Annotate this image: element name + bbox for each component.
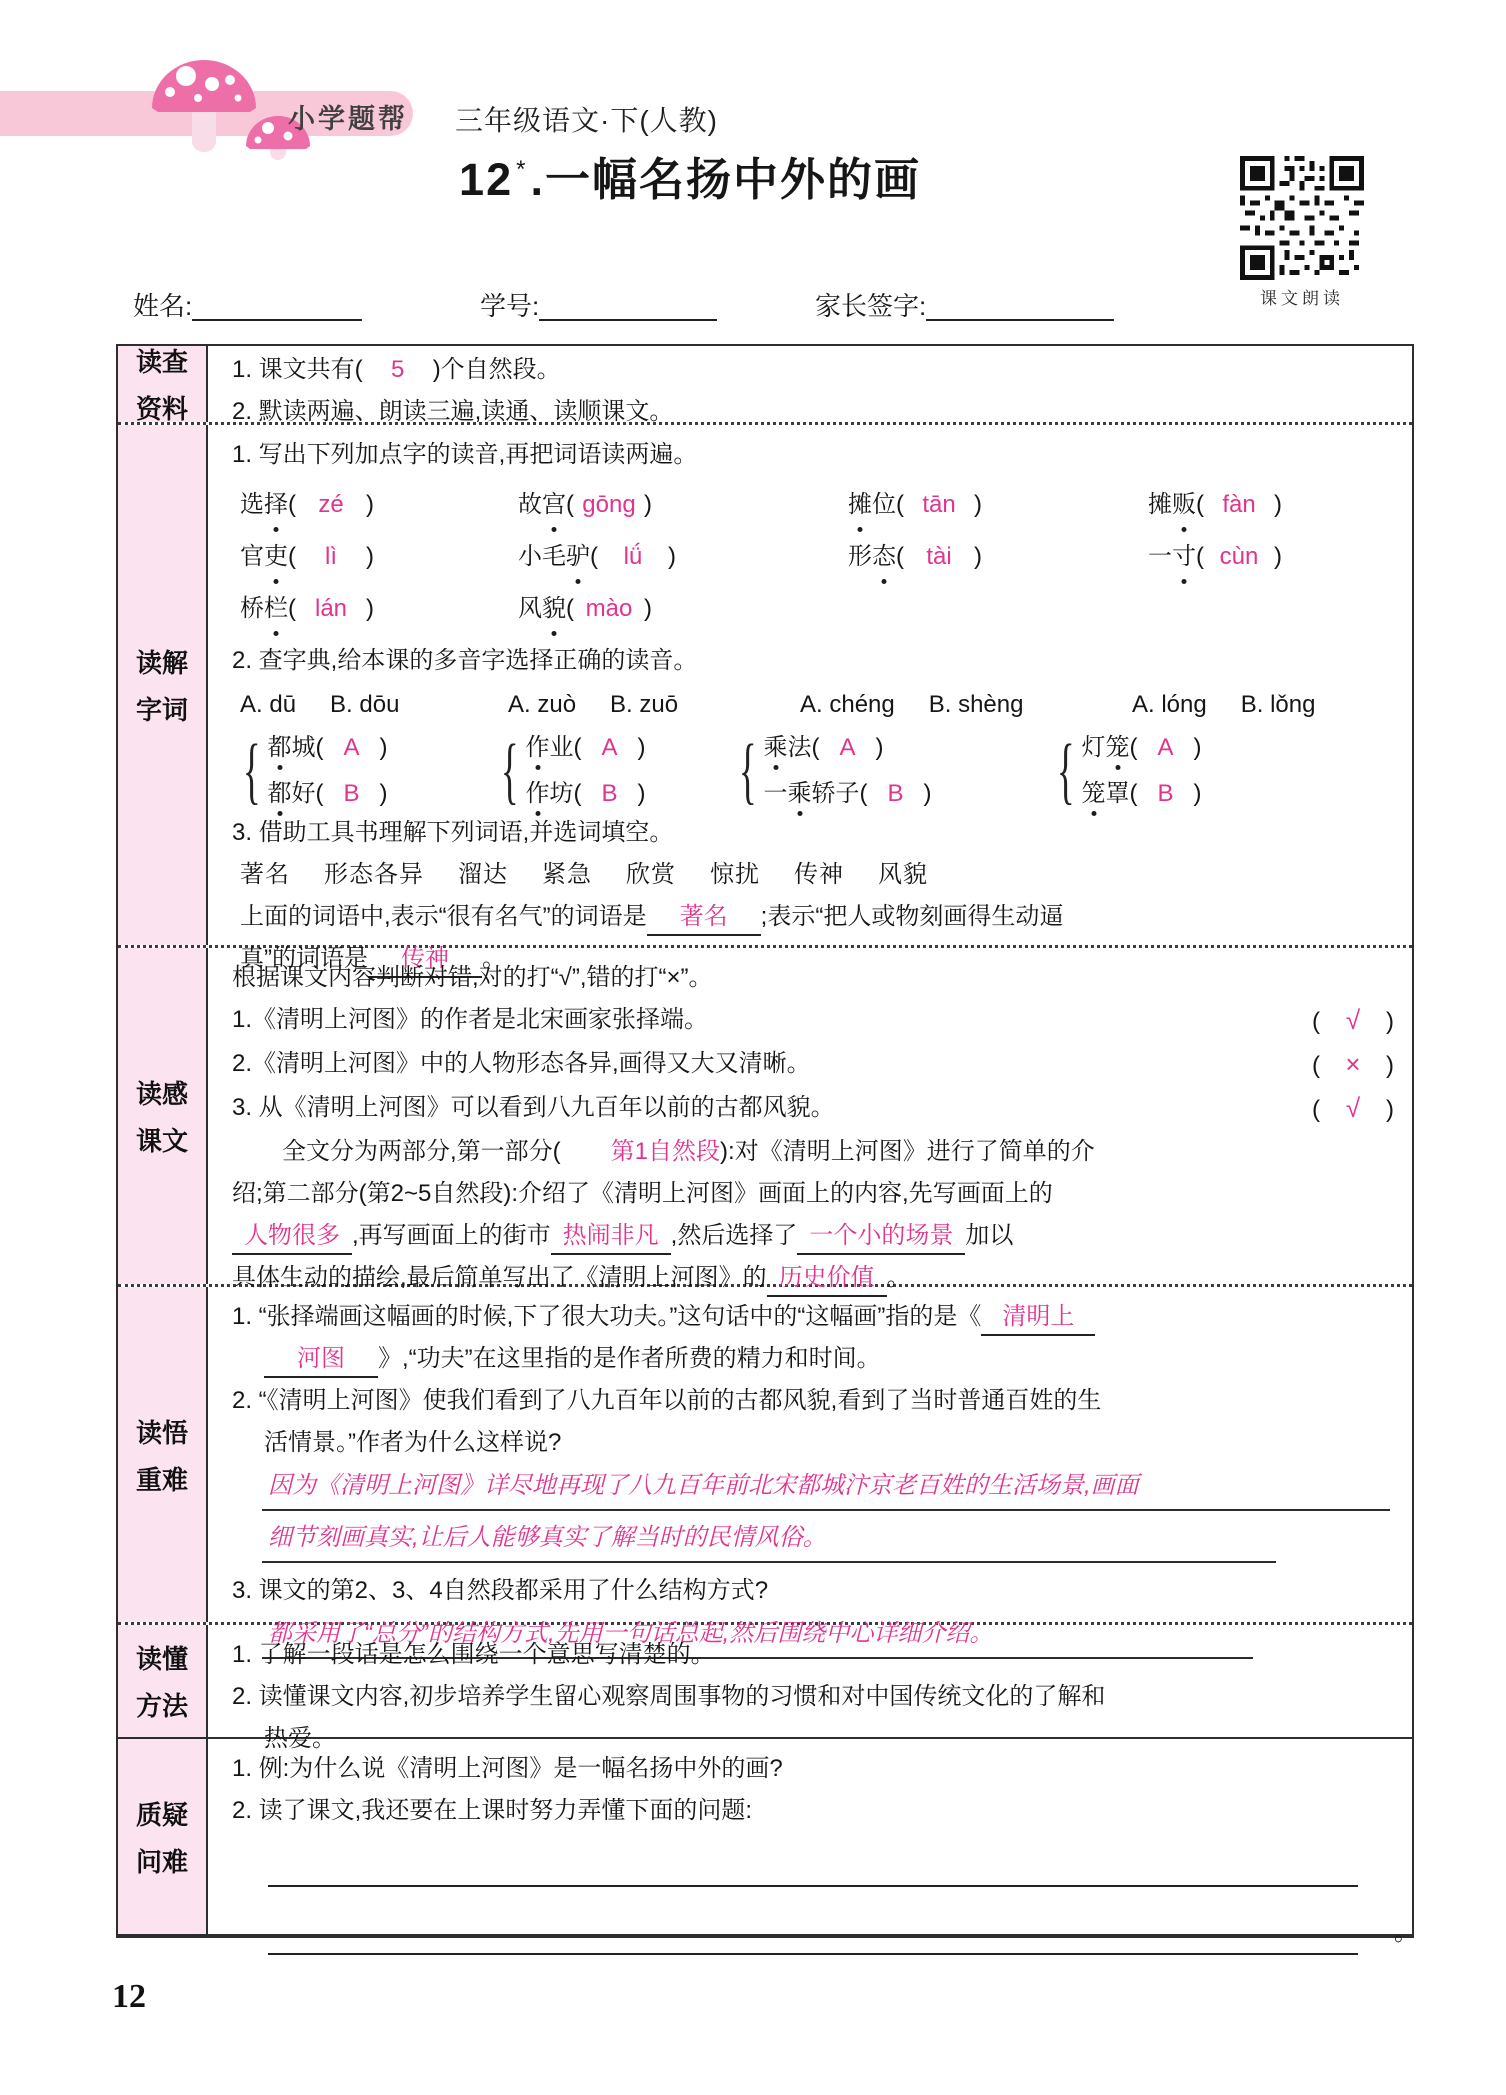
answer-blank[interactable]: 5 xyxy=(391,356,405,383)
pair-bottom xyxy=(526,779,646,809)
paren: ) xyxy=(637,780,646,807)
option-b: B. shèng xyxy=(928,691,1024,718)
word-part: 选 xyxy=(240,491,264,518)
paren: ( xyxy=(1129,734,1138,761)
pinyin-answer[interactable]: cùn xyxy=(1219,543,1259,570)
label-line: 问难 xyxy=(135,1846,188,1877)
section-zhiyi-wennan xyxy=(118,1737,1418,1946)
option-b: B. lǒng xyxy=(1240,691,1316,718)
section-duzha-ziliao xyxy=(118,346,1412,425)
option-a: A. zuò xyxy=(508,691,577,718)
fill-answer[interactable]: 第1自然段 xyxy=(610,1138,721,1165)
paren: ( xyxy=(566,491,574,518)
student-id-blank[interactable] xyxy=(539,291,717,321)
section-content xyxy=(208,948,1412,1291)
word-part: 罩 xyxy=(1105,780,1130,807)
bank-word: 传神 xyxy=(794,861,844,888)
paren: ( xyxy=(1196,543,1204,570)
option-group xyxy=(1132,685,1400,725)
item-line: 1. 例:为什么说《清明上河图》是一幅名扬中外的画? xyxy=(232,1755,783,1782)
pinyin-answer[interactable]: zé xyxy=(318,491,344,518)
dotted-char: 栏 xyxy=(264,589,288,629)
period-mark: 。 xyxy=(1394,1919,1418,1946)
word-part: 一 xyxy=(763,780,788,807)
paren: ) xyxy=(366,543,374,570)
paren: ) xyxy=(379,780,388,807)
word-part: 官 xyxy=(240,543,264,570)
text-segment: 上面的词语中,表示“很有名气”的词语是 xyxy=(240,903,647,930)
word-part: 故 xyxy=(518,491,542,518)
section-duwu-zhongnan xyxy=(118,1284,1412,1647)
section-label xyxy=(118,1739,208,1934)
label-line: 读悟 xyxy=(135,1417,188,1448)
fill-answer[interactable]: 历史价值 xyxy=(767,1261,887,1297)
pair-top xyxy=(764,733,932,763)
item-line: 1. 了解一段话是怎么围绕一个意思写清楚的。 xyxy=(232,1641,715,1668)
dotted-char: 貌 xyxy=(542,589,566,629)
paren: ) xyxy=(1386,1008,1394,1035)
brace-glyph: { xyxy=(500,729,519,812)
paren: ( xyxy=(1129,780,1138,807)
paren: ( xyxy=(590,543,598,570)
paren: ( xyxy=(1312,1008,1320,1035)
option-a: A. dū xyxy=(240,691,297,718)
dotted-char: 宫 xyxy=(542,485,566,525)
question-line: 3. 课文的第2、3、4自然段都采用了什么结构方式? xyxy=(232,1577,769,1604)
paren: ( xyxy=(896,543,904,570)
pinyin-answer[interactable]: fàn xyxy=(1222,491,1256,518)
dotted-char: 都 xyxy=(267,734,292,761)
fill-answer[interactable]: 著名 xyxy=(647,900,761,936)
pinyin-answer[interactable]: tān xyxy=(922,491,956,518)
text-segment: 》,“功夫”在这里指的是作者所费的精力和时间。 xyxy=(378,1345,881,1372)
pair-bottom xyxy=(268,779,388,809)
judge-item xyxy=(232,1088,1400,1130)
paren: ( xyxy=(1196,491,1204,518)
word-part: 灯 xyxy=(1081,734,1106,761)
word-part: 业 xyxy=(549,734,574,761)
label-line: 资料 xyxy=(135,394,188,424)
judge-mark xyxy=(1312,1088,1394,1130)
label-line: 读解 xyxy=(135,648,188,678)
word-part: 法 xyxy=(787,734,812,761)
pinyin-answer[interactable]: lán xyxy=(314,595,348,622)
paren: ( xyxy=(288,543,296,570)
item-line xyxy=(232,350,1400,390)
paren: ( xyxy=(315,734,324,761)
brace-glyph: { xyxy=(738,729,757,812)
bank-word: 溜达 xyxy=(458,861,508,888)
word-part: 城 xyxy=(291,734,316,761)
name-blank[interactable] xyxy=(192,291,362,321)
text-segment: 全文分为两部分,第一部分( xyxy=(282,1138,561,1165)
label-line: 读懂 xyxy=(135,1644,188,1674)
judge-item xyxy=(232,1044,1400,1086)
word-part: 坊 xyxy=(549,780,574,807)
signature-label: 家长签字: xyxy=(815,291,927,321)
word-part: 摊 xyxy=(1148,491,1172,518)
word-part: 桥 xyxy=(240,595,264,622)
brace-pair xyxy=(492,729,730,812)
fill-line xyxy=(240,897,1400,937)
label-line: 质疑 xyxy=(135,1799,188,1830)
paren: ( xyxy=(566,595,574,622)
dotted-char: 吏 xyxy=(264,537,288,577)
fill-answer[interactable]: 一个小的场景 xyxy=(797,1219,965,1255)
item-line: 2. 读懂课文内容,初步培养学生留心观察周围事物的习惯和对中国传统文化的了解和 xyxy=(232,1683,1106,1710)
judge-text: 1.《清明上河图》的作者是北宋画家张择端。 xyxy=(232,1006,709,1033)
question-line: 3. 借助工具书理解下列词语,并选词填空。 xyxy=(232,819,674,846)
dotted-char: 笼 xyxy=(1105,734,1130,761)
brace-pairs-row xyxy=(234,729,1400,812)
paren: ) xyxy=(974,543,982,570)
section-label xyxy=(118,425,208,945)
paren: ( xyxy=(288,595,296,622)
paren: ( xyxy=(315,780,324,807)
edition-text: 三年级语文·下(人教) xyxy=(455,105,718,136)
pinyin-answer[interactable]: tài xyxy=(926,543,952,570)
question-line: 1. 写出下列加点字的读音,再把词语读两遍。 xyxy=(232,441,698,468)
option-a: A. chéng xyxy=(800,691,895,718)
brace-glyph: { xyxy=(242,729,261,812)
text-segment: 。 xyxy=(482,945,506,972)
section-content xyxy=(208,1287,1412,1647)
fill-answer[interactable]: 清明上 xyxy=(981,1300,1095,1336)
choice-answer[interactable]: A xyxy=(601,734,618,761)
paren: ) xyxy=(1274,543,1282,570)
label-line: 重难 xyxy=(135,1464,188,1495)
text-segment: ):对《清明上河图》进行了简单的介 xyxy=(720,1138,1095,1165)
bank-word: 惊扰 xyxy=(710,861,760,888)
pinyin-answer[interactable]: lǘ xyxy=(623,543,643,570)
bank-word: 欣赏 xyxy=(626,861,676,888)
label-line: 读查 xyxy=(135,347,188,377)
choice-answer[interactable]: B xyxy=(1157,780,1174,807)
student-fields xyxy=(0,286,1506,326)
label-line: 字词 xyxy=(135,695,188,725)
paren: ) xyxy=(644,595,652,622)
student-id-field xyxy=(480,286,717,323)
dotted-char: 笼 xyxy=(1081,780,1106,807)
word-bank xyxy=(240,855,1400,895)
lesson-number: 12 xyxy=(459,154,514,205)
question-line xyxy=(232,1297,1400,1337)
word-part: 轿子 xyxy=(811,780,860,807)
option-group xyxy=(800,685,1132,725)
pair-top xyxy=(1082,733,1202,763)
lesson-star: * xyxy=(516,156,528,183)
item-line: 2. 读了课文,我还要在上课时努力弄懂下面的问题: xyxy=(232,1797,753,1824)
fill-answer[interactable]: 热闹非凡 xyxy=(551,1219,671,1255)
paren: ) xyxy=(1386,1052,1394,1079)
intro-line: 根据课文内容判断对错,对的打“√”,错的打“×”。 xyxy=(232,964,713,991)
word-part: 形 xyxy=(848,543,872,570)
option-a: A. lóng xyxy=(1132,691,1207,718)
pinyin-row xyxy=(240,485,1400,525)
paren: ) xyxy=(1193,780,1202,807)
paren: ( xyxy=(896,491,904,518)
summary-line: 绍;第二部分(第2~5自然段):介绍了《清明上河图》画面上的内容,先写画面上的 xyxy=(232,1180,1053,1207)
section-label xyxy=(118,948,208,1284)
pinyin-item xyxy=(240,485,518,525)
paren: ) xyxy=(1193,734,1202,761)
paren: ) xyxy=(668,543,676,570)
pinyin-item xyxy=(240,537,518,577)
qr-caption: 课文朗读 xyxy=(1260,289,1344,308)
pinyin-item xyxy=(518,537,848,577)
student-id-label: 学号: xyxy=(480,291,540,321)
dotted-char: 乘 xyxy=(787,780,812,807)
fill-answer[interactable]: 传神 xyxy=(368,942,482,978)
text-segment: ;表示“把人或物刻画得生动逼 xyxy=(760,903,1064,930)
text-segment: 具体生动的描绘,最后简单写出了《清明上河图》的 xyxy=(232,1264,767,1291)
pair-bottom xyxy=(1082,779,1202,809)
item-line: 热爱。 xyxy=(264,1725,336,1752)
choice-answer[interactable]: A xyxy=(839,734,856,761)
dotted-char: 乘 xyxy=(763,734,788,761)
paren: ) xyxy=(1274,491,1282,518)
pinyin-answer[interactable]: gōng xyxy=(582,491,636,518)
section-dujie-zici xyxy=(118,422,1412,972)
paren: ( xyxy=(573,734,582,761)
blank-writing-line[interactable] xyxy=(268,1845,1358,1887)
signature-blank[interactable] xyxy=(926,291,1114,321)
judge-mark xyxy=(1312,1000,1394,1042)
pinyin-row xyxy=(240,589,1400,629)
bank-word: 著名 xyxy=(240,861,290,888)
word-part: 风 xyxy=(518,595,542,622)
text-segment: 加以 xyxy=(965,1222,1014,1249)
label-line: 方法 xyxy=(135,1691,188,1721)
pinyin-answer[interactable]: mào xyxy=(585,595,633,622)
paren: ) xyxy=(366,491,374,518)
written-answer-line[interactable]: 细节刻画真实,让后人能够真实了解当时的民情风俗。 xyxy=(262,1519,1276,1563)
choice-answer[interactable]: A xyxy=(1157,734,1174,761)
question-line: 活情景。”作者为什么这样说? xyxy=(264,1429,562,1456)
page-title xyxy=(459,143,921,208)
paren: ) xyxy=(875,734,884,761)
text-segment: 1. 课文共有( xyxy=(232,356,363,383)
text-segment: 1. “张择端画这幅画的时候,下了很大功夫。”这句话中的“这幅画”指的是《 xyxy=(232,1303,982,1330)
bank-word: 风貌 xyxy=(878,861,928,888)
section-content xyxy=(208,346,1412,425)
section-content xyxy=(208,1625,1412,1752)
pinyin-item xyxy=(518,589,848,629)
text-segment: 。 xyxy=(886,1264,911,1291)
bank-word: 形态各异 xyxy=(324,861,424,888)
pair-top xyxy=(268,733,388,763)
word-part: 小毛 xyxy=(518,543,566,570)
judge-answer[interactable]: × xyxy=(1345,1049,1361,1079)
option-b: B. dōu xyxy=(330,691,400,718)
fill-answer[interactable]: 人物很多 xyxy=(232,1219,352,1255)
paren: ( xyxy=(859,780,868,807)
dotted-char: 作 xyxy=(525,734,550,761)
dotted-char: 摊 xyxy=(848,485,872,525)
pair-top xyxy=(526,733,646,763)
text-segment: 真”的词语是 xyxy=(240,945,368,972)
judge-item xyxy=(232,1000,1400,1042)
choice-answer[interactable]: A xyxy=(343,734,360,761)
label-line: 读感 xyxy=(135,1079,188,1109)
label-line: 课文 xyxy=(135,1126,188,1156)
written-answer-line[interactable]: 因为《清明上河图》详尽地再现了八九百年前北宋都城汴京老百姓的生活场景,画面 xyxy=(262,1467,1390,1511)
option-group xyxy=(240,685,508,725)
paren: ( xyxy=(288,491,296,518)
dotted-char: 都 xyxy=(267,780,292,807)
summary-line xyxy=(232,1216,1400,1256)
paren: ) xyxy=(974,491,982,518)
choice-answer[interactable]: B xyxy=(601,780,618,807)
brace-pair xyxy=(730,729,1048,812)
item-line: 2. 默读两遍、朗读三遍,读通、读顺课文。 xyxy=(232,398,674,425)
section-dugan-kewen xyxy=(118,945,1412,1291)
pair-bottom xyxy=(764,779,932,809)
page-number: 12 xyxy=(112,1978,146,2015)
paren: ) xyxy=(923,780,932,807)
written-answer-line[interactable]: 都采用了“总分”的结构方式,先用一句话总起,然后围绕中心详细介绍。 xyxy=(262,1615,1253,1659)
name-field xyxy=(133,286,362,323)
fill-answer[interactable]: 河图 xyxy=(264,1342,378,1378)
brace-pair xyxy=(1048,729,1400,812)
pinyin-item xyxy=(518,485,848,525)
section-label xyxy=(118,1287,208,1622)
paren: ( xyxy=(1312,1096,1320,1123)
brace-pair xyxy=(234,729,492,812)
judge-mark xyxy=(1312,1044,1394,1086)
paren: ) xyxy=(644,491,652,518)
judge-answer[interactable]: √ xyxy=(1345,1005,1361,1035)
choice-answer[interactable]: B xyxy=(343,780,360,807)
paren: ) xyxy=(1386,1096,1394,1123)
question-line: 2. 查字典,给本课的多音字选择正确的读音。 xyxy=(232,647,698,674)
brace-glyph: { xyxy=(1056,729,1075,812)
text-segment: ,再写画面上的街市 xyxy=(352,1222,551,1249)
section-dudong-fangfa xyxy=(118,1622,1412,1752)
judge-answer[interactable]: √ xyxy=(1345,1093,1361,1123)
brand-badge: 小学题帮 xyxy=(288,104,408,134)
pinyin-item xyxy=(1148,485,1400,525)
pinyin-item xyxy=(848,485,1148,525)
paren: ) xyxy=(366,595,374,622)
choice-answer[interactable]: B xyxy=(887,780,904,807)
word-part: 一 xyxy=(1148,543,1172,570)
section-content xyxy=(208,425,1412,972)
pinyin-item xyxy=(240,589,518,629)
worksheet-table xyxy=(116,344,1418,1946)
qr-code xyxy=(1238,156,1366,280)
word-part: 好 xyxy=(291,780,316,807)
section-label xyxy=(118,1625,208,1737)
dotted-char: 贩 xyxy=(1172,485,1196,525)
bank-word: 紧急 xyxy=(542,861,592,888)
text-segment: ,然后选择了 xyxy=(670,1222,798,1249)
pinyin-item xyxy=(848,537,1148,577)
name-label: 姓名: xyxy=(133,291,193,321)
dotted-char: 作 xyxy=(525,780,550,807)
dotted-char: 寸 xyxy=(1172,537,1196,577)
judge-text: 3. 从《清明上河图》可以看到八九百年以前的古都风貌。 xyxy=(232,1094,835,1121)
signature-field xyxy=(815,286,1114,323)
summary-line xyxy=(232,1132,1400,1172)
dotted-char: 择 xyxy=(264,485,288,525)
pinyin-answer[interactable]: lì xyxy=(325,543,337,570)
options-row xyxy=(240,685,1400,725)
judge-text: 2.《清明上河图》中的人物形态各异,画得又大又清晰。 xyxy=(232,1050,811,1077)
paren: ( xyxy=(1312,1052,1320,1079)
pinyin-item xyxy=(1148,537,1400,577)
paren: ) xyxy=(637,734,646,761)
paren: ) xyxy=(379,734,388,761)
section-content xyxy=(208,1739,1418,1946)
text-segment: )个自然段。 xyxy=(432,356,561,383)
section-label xyxy=(118,346,208,422)
pinyin-row xyxy=(240,537,1400,577)
lesson-title: .一幅名扬中外的画 xyxy=(530,154,921,205)
dotted-char: 驴 xyxy=(566,537,590,577)
word-part: 位 xyxy=(872,491,896,518)
paren: ( xyxy=(811,734,820,761)
option-b: B. zuō xyxy=(610,691,679,718)
question-line xyxy=(264,1339,1400,1379)
blank-writing-row xyxy=(232,1887,1418,1955)
paren: ( xyxy=(573,780,582,807)
option-group xyxy=(508,685,800,725)
blank-writing-line[interactable] xyxy=(268,1913,1358,1955)
question-line: 2. “《清明上河图》使我们看到了八九百年以前的古都风貌,看到了当时普通百姓的生 xyxy=(232,1387,1102,1414)
dotted-char: 态 xyxy=(872,537,896,577)
